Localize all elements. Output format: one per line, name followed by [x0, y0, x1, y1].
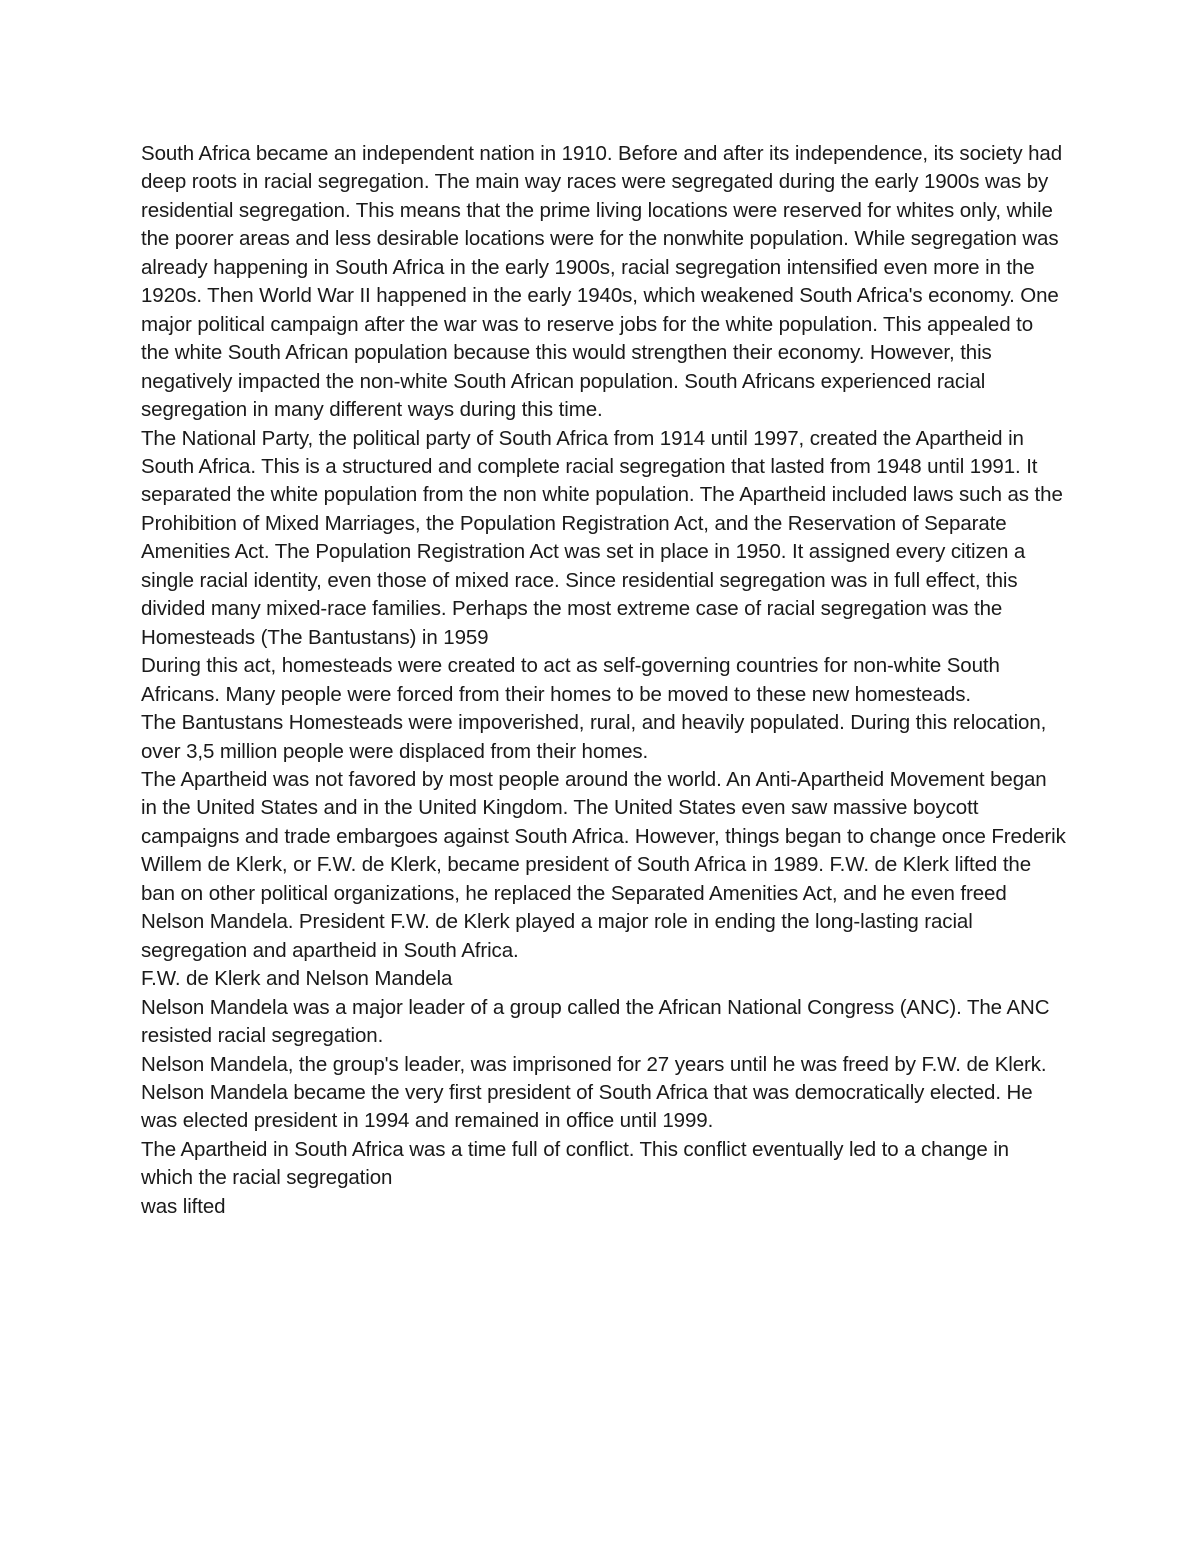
paragraph-national-party-apartheid: The National Party, the political party of South Africa from 1914 until 1997, created the Apartheid in South Africa. This is a structured and complete racial segregation that lasted from 1948 until 1991. It separated the white population from the non white population. The Apartheid included laws such as the Prohibition of Mixed Marriages, the Population Registration Act, and the Reservation of Separate Amenities Act. The Population Registration Act was set in place in 1950. It assigned every citizen a single racial identity, even those of mixed race. Since residential segregation was in full effect, this divided many mixed-race families. Perhaps the most extreme case of racial segregation was the Homesteads (The Bantustans) in 1959: [141, 426, 1063, 649]
caption-de-klerk-and-mandela: F.W. de Klerk and Nelson Mandela: [141, 967, 453, 991]
paragraph-independence-and-segregation: South Africa became an independent nation in 1910. Before and after its independence, its society had deep roots in racial segregation. The main way races were segregated during the early 1900s was by residential segregation. This means that the prime living locations were reserved for whites only, while the poorer areas and less desirable locations were for the nonwhite population. While segregation was already happening in South Africa in the early 1900s, racial segregation intensified even more in the 1920s. Then World War II happened in the early 1940s, which weakened South Africa's economy. One major political campaign after the war was to reserve jobs for the white population. This appealed to the white South African population because this would strengthen their economy. However, this negatively impacted the non-white South African population. South Africans experienced racial segregation in many different ways during this time.: [141, 142, 1063, 422]
paragraph-conclusion-end: was lifted: [141, 1194, 226, 1218]
paragraph-mandela-anc: Nelson Mandela was a major leader of a group called the African National Congress (ANC). The ANC resisted racial segregation.: [141, 995, 1050, 1048]
paragraph-mandela-presidency: Nelson Mandela, the group's leader, was imprisoned for 27 years until he was freed by F.W. de Klerk. Nelson Mandela became the very first president of South Africa that was democratically elected. He was elected president in 1994 and remained in office until 1999.: [141, 1052, 1047, 1133]
paragraph-conclusion: The Apartheid in South Africa was a time full of conflict. This conflict eventually led to a change in which the racial segregation: [141, 1137, 1009, 1190]
paragraph-bantustans-relocation: The Bantustans Homesteads were impoverished, rural, and heavily populated. During this relocation, over 3,5 million people were displaced from their homes.: [141, 711, 1047, 763]
paragraph-anti-apartheid-movement: The Apartheid was not favored by most people around the world. An Anti-Apartheid Movement began in the United States and in the United Kingdom. The United States even saw massive boycott campaigns and trade embargoes against South Africa. However, things began to change once Frederik Willem de Klerk, or F.W. de Klerk, became president of South Africa in 1989. F.W. de Klerk lifted the ban on other political organizations, he replaced the Separated Amenities Act, and he even freed Nelson Mandela. President F.W. de Klerk played a major role in ending the long-lasting racial segregation and apartheid in South Africa.: [141, 767, 1066, 962]
paragraph-homesteads-act: During this act, homesteads were created to act as self-governing countries for non-white South Africans. Many people were forced from their homes to be moved to these new homesteads.: [141, 654, 1000, 706]
document-body: [141, 140, 1066, 1221]
